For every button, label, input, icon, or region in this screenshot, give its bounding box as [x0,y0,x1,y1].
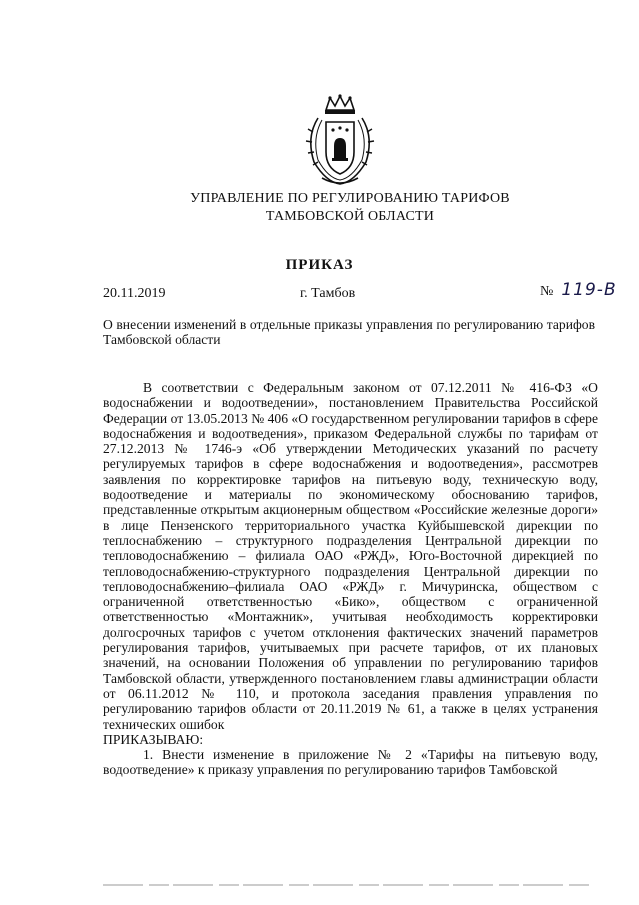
document-subject: О внесении изменений в отдельные приказы управления по регулированию тарифов Тамбовской области [103,317,595,347]
handwritten-number: 119-В [561,280,617,300]
tambov-coat-of-arms-icon [296,92,384,187]
order-item-1: 1. Внести изменение в приложение № 2 «Тарифы на питьевую воду, водоотведение» к приказу управления по регулированию тарифов Тамбовской [103,747,598,778]
page-bottom-edge [103,884,593,886]
body-paragraph: В соответствии с Федеральным законом от 07.12.2011 № 416-ФЗ «О водоснабжении и водоотведении», постановлением Правительства Российской Федерации от 13.05.2013 № 406 «О государственном регулировании тарифов в сфере водоснабжения и водоотведения», приказом Федеральной службы по тарифам от 27.12.2013 № 1746-э «Об утверждении Методических указаний по расчету регулируемых тарифов в сфере водоснабжения и водоотведения», рассмотрев заявления по корректировке тарифов на питьевую воду, техническую воду, водоотведение и материалы по экономическому обоснованию тарифов, представленные открытым акционерным обществом «Российские железные дороги» в лице Пензенского территориального участка Куйбышевской дирекции по теплоснабжению – структурного подразделения Центральной дирекции по тепловодоснабжению – филиала ОАО «РЖД», Юго-Восточной дирекцией по тепловодоснабжению-структурного подразделения Центральной дирекции по тепловодоснабжению–филиала ОАО «РЖД» г. Мичуринска, обществом с ограниченной ответственностью «Бико», обществом с ограниченной ответственностью «Монтажник», учитывая необходимость корректировки долгосрочных тарифов с учетом отклонения фактических значений параметров регулирования тарифов, учитываемых при расчете тарифов, от их плановых значений, на основании Положения об управлении по регулированию тарифов Тамбовской области, утвержденного постановлением главы администрации области от 06.11.2012 № 110, и протокола заседания правления управления по регулированию тарифов области от 20.11.2019 № 61, а также в целях устранения технических ошибок [103,380,598,732]
document-body [103,380,598,778]
order-keyword: ПРИКАЗЫВАЮ: [103,731,204,747]
organization-name-line-2: ТАМБОВСКОЙ ОБЛАСТИ [265,209,435,224]
document-city: г. Тамбов [300,286,356,301]
document-date: 20.11.2019 [103,286,166,301]
organization-name [120,190,580,226]
document-type-title: ПРИКАЗ [285,257,354,273]
document-number [540,281,617,301]
organization-name-line-1: УПРАВЛЕНИЕ ПО РЕГУЛИРОВАНИЮ ТАРИФОВ [190,191,510,206]
number-sign: № [540,284,554,299]
